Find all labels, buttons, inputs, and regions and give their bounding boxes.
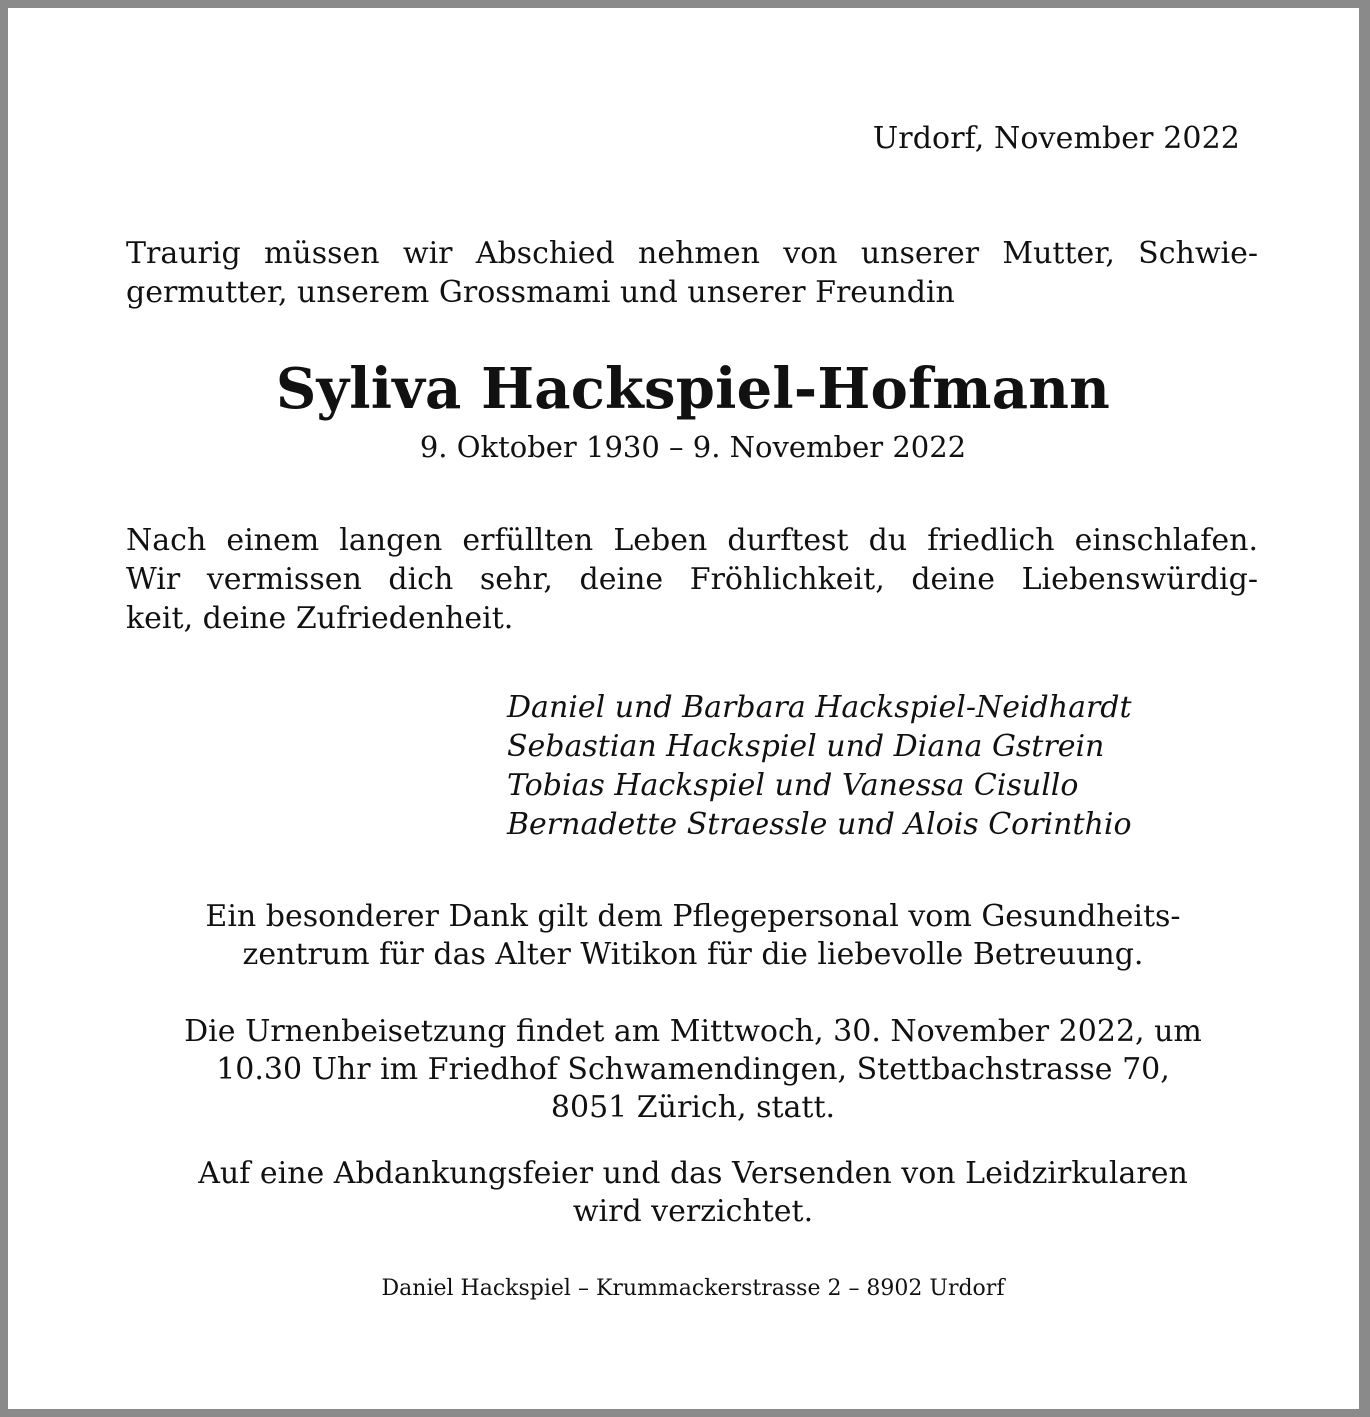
funeral-line: 10.30 Uhr im Friedhof Schwamendingen, Stettbachstrasse 70, bbox=[216, 1052, 1170, 1087]
thanks-paragraph bbox=[126, 898, 1260, 974]
funeral-paragraph bbox=[126, 1013, 1260, 1127]
intro-line: Traurig müssen wir Abschied nehmen von unserer Mutter, Schwie- bbox=[126, 236, 1258, 271]
mourner-entry: Tobias Hackspiel und Vanessa Cisullo bbox=[507, 768, 1079, 803]
mourner-entry: Bernadette Straessle und Alois Corinthio bbox=[507, 807, 1132, 842]
ceremony-line: Auf eine Abdankungsfeier und das Versenden von Leidzirkularen bbox=[198, 1156, 1188, 1191]
ceremony-paragraph bbox=[126, 1155, 1260, 1231]
message-line: Wir vermissen dich sehr, deine Fröhlichkeit, deine Liebenswürdig- bbox=[126, 562, 1258, 597]
intro-line: germutter, unserem Grossmami und unserer Freundin bbox=[126, 275, 955, 310]
funeral-line: 8051 Zürich, statt. bbox=[550, 1090, 836, 1125]
thanks-line: zentrum für das Alter Witikon für die liebevolle Betreuung. bbox=[242, 937, 1144, 972]
message-line: keit, deine Zufriedenheit. bbox=[126, 601, 514, 636]
mourner-entry: Sebastian Hackspiel und Diana Gstrein bbox=[507, 729, 1105, 764]
deceased-name: Syliva Hackspiel-Hofmann bbox=[275, 356, 1111, 422]
farewell-message bbox=[126, 521, 1258, 638]
mourners-list bbox=[507, 688, 1132, 844]
thanks-line: Ein besonderer Dank gilt dem Pflegepersonal vom Gesundheits- bbox=[205, 899, 1181, 934]
mourner-entry: Daniel und Barbara Hackspiel-Neidhardt bbox=[507, 690, 1132, 725]
place-and-date: Urdorf, November 2022 bbox=[872, 121, 1240, 156]
ceremony-line: wird verzichtet. bbox=[572, 1194, 814, 1229]
life-dates: 9. Oktober 1930 – 9. November 2022 bbox=[419, 430, 967, 464]
intro-paragraph bbox=[126, 234, 1258, 312]
funeral-line: Die Urnenbeisetzung findet am Mittwoch, 30. November 2022, um bbox=[184, 1014, 1202, 1049]
message-line: Nach einem langen erfüllten Leben durftest du friedlich einschlafen. bbox=[126, 523, 1258, 558]
contact-address: Daniel Hackspiel – Krummackerstrasse 2 – 8902 Urdorf bbox=[381, 1276, 1005, 1301]
